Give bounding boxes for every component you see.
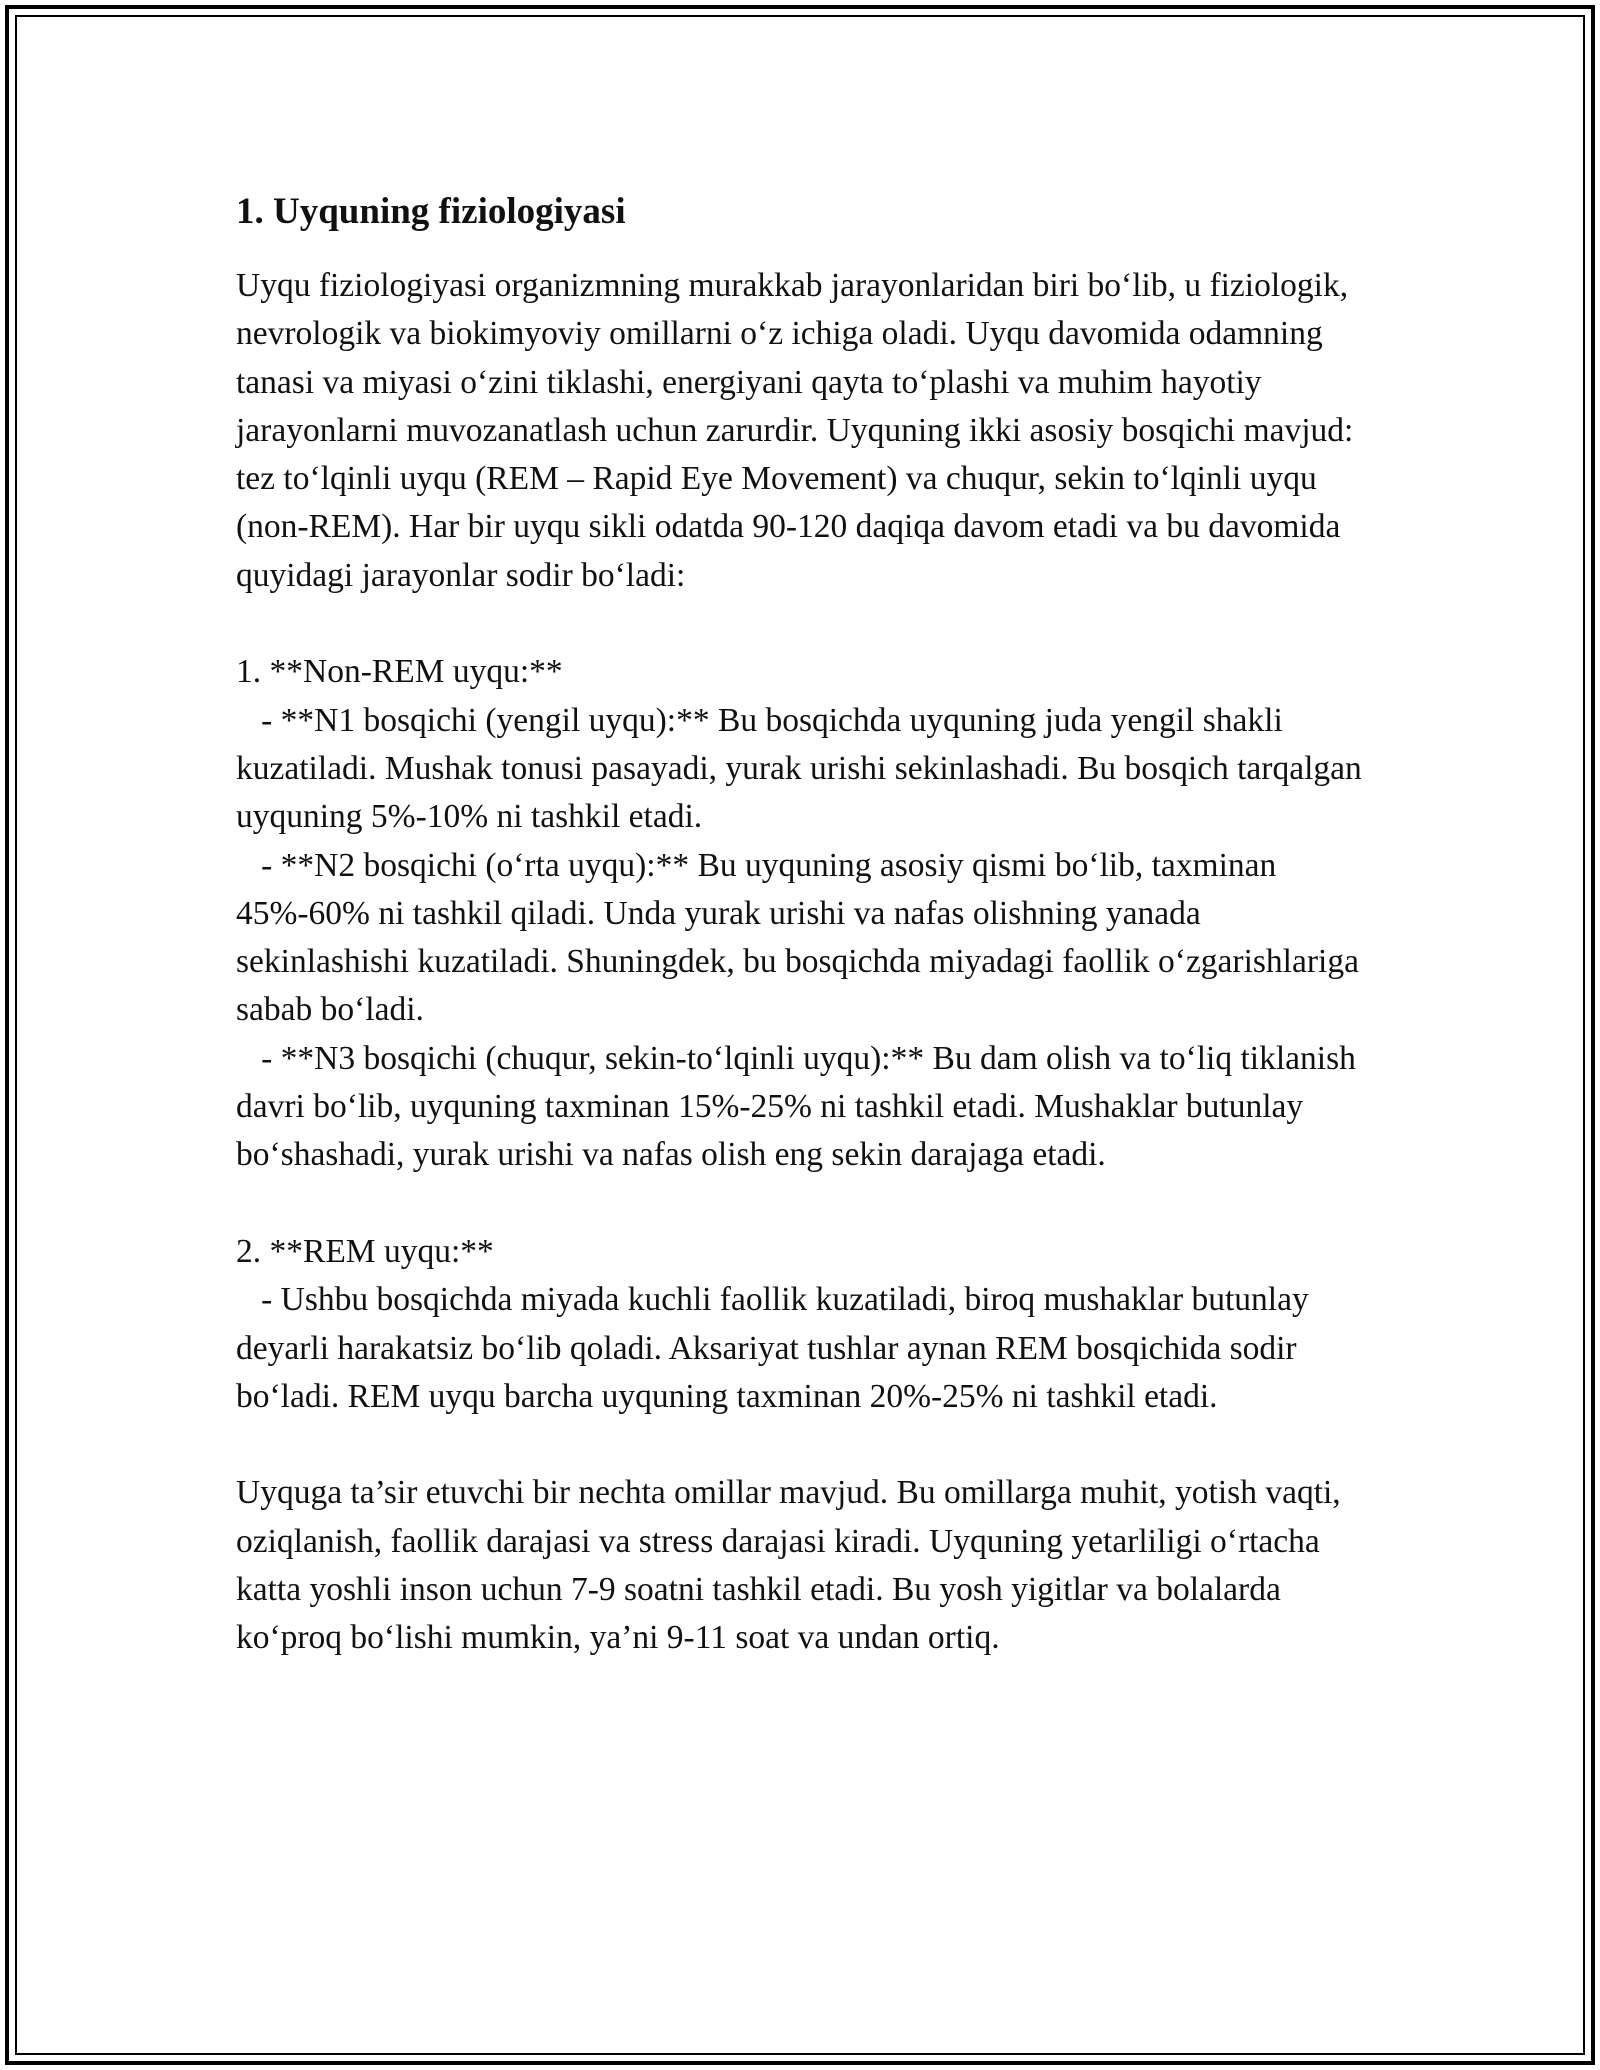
paragraph-spacer <box>236 1421 1376 1469</box>
intro-paragraph: Uyqu fiziologiyasi organizmning murakkab jarayonlaridan biri bo‘lib, u fiziologik, nevrologik va biokimyoviy omillarni o‘z ichiga oladi. Uyqu davomida odamning tanasi va miyasi o‘zini tiklashi, energiyani qayta to‘plashi va muhim hayotiy jarayonlarni muvozanatlash uchun zarurdir. Uyquning ikki asosiy bosqichi mavjud: tez to‘lqinli uyqu (REM – Rapid Eye Movement) va chuqur, sekin to‘lqinli uyqu (non-REM). Har bir uyqu sikli odatda 90-120 daqiqa davom etadi va bu davomida quyidagi jarayonlar sodir bo‘ladi: <box>236 267 1362 594</box>
document-body <box>236 188 1376 1663</box>
rem-heading: 2. **REM uyqu:** <box>236 1232 494 1270</box>
paragraph-spacer <box>236 1180 1376 1228</box>
nonrem-n1-item: - **N1 bosqichi (yengil uyqu):** Bu bosqichda uyquning juda yengil shakli kuzatiladi. Mushak tonusi pasayadi, yurak urishi sekinlashadi. Bu bosqich tarqalgan uyquning 5%-10% ni tashkil etadi. <box>236 701 1371 836</box>
paragraph-spacer <box>236 600 1376 648</box>
nonrem-n2-item: - **N2 bosqichi (o‘rta uyqu):** Bu uyquning asosiy qismi bo‘lib, taxminan 45%-60% ni tashkil qiladi. Unda yurak urishi va nafas olishning yanada sekinlashishi kuzatiladi. Shuningdek, bu bosqichda miyadagi faollik o‘zgarishlariga sabab bo‘ladi. <box>236 846 1368 1029</box>
rem-section <box>236 1228 1376 1421</box>
nonrem-heading: 1. **Non-REM uyqu:** <box>236 653 563 691</box>
nonrem-n3-item: - **N3 bosqichi (chuqur, sekin-to‘lqinli uyqu):** Bu dam olish va to‘liq tiklanish davri bo‘lib, uyquning taxminan 15%-25% ni tashkil etadi. Mushaklar butunlay bo‘shashadi, yurak urishi va nafas olish eng sekin darajaga etadi. <box>236 1039 1365 1174</box>
rem-item: - Ushbu bosqichda miyada kuchli faollik kuzatiladi, biroq mushaklar butunlay deyarli harakatsiz bo‘lib qoladi. Aksariyat tushlar aynan REM bosqichida sodir bo‘ladi. REM uyqu barcha uyquning taxminan 20%-25% ni tashkil etadi. <box>236 1281 1318 1415</box>
closing-paragraph: Uyquga ta’sir etuvchi bir nechta omillar mavjud. Bu omillarga muhit, yotish vaqti, oziqlanish, faollik darajasi va stress darajasi kiradi. Uyquning yetarliligi o‘rtacha katta yoshli inson uchun 7-9 soatni tashkil etadi. Bu yosh yigitlar va bolalarda ko‘proq bo‘lishi mumkin, ya’ni 9-11 soat va undan ortiq. <box>236 1474 1350 1657</box>
document-title: 1. Uyquning fiziologiyasi <box>236 191 626 232</box>
nonrem-section <box>236 648 1376 1179</box>
